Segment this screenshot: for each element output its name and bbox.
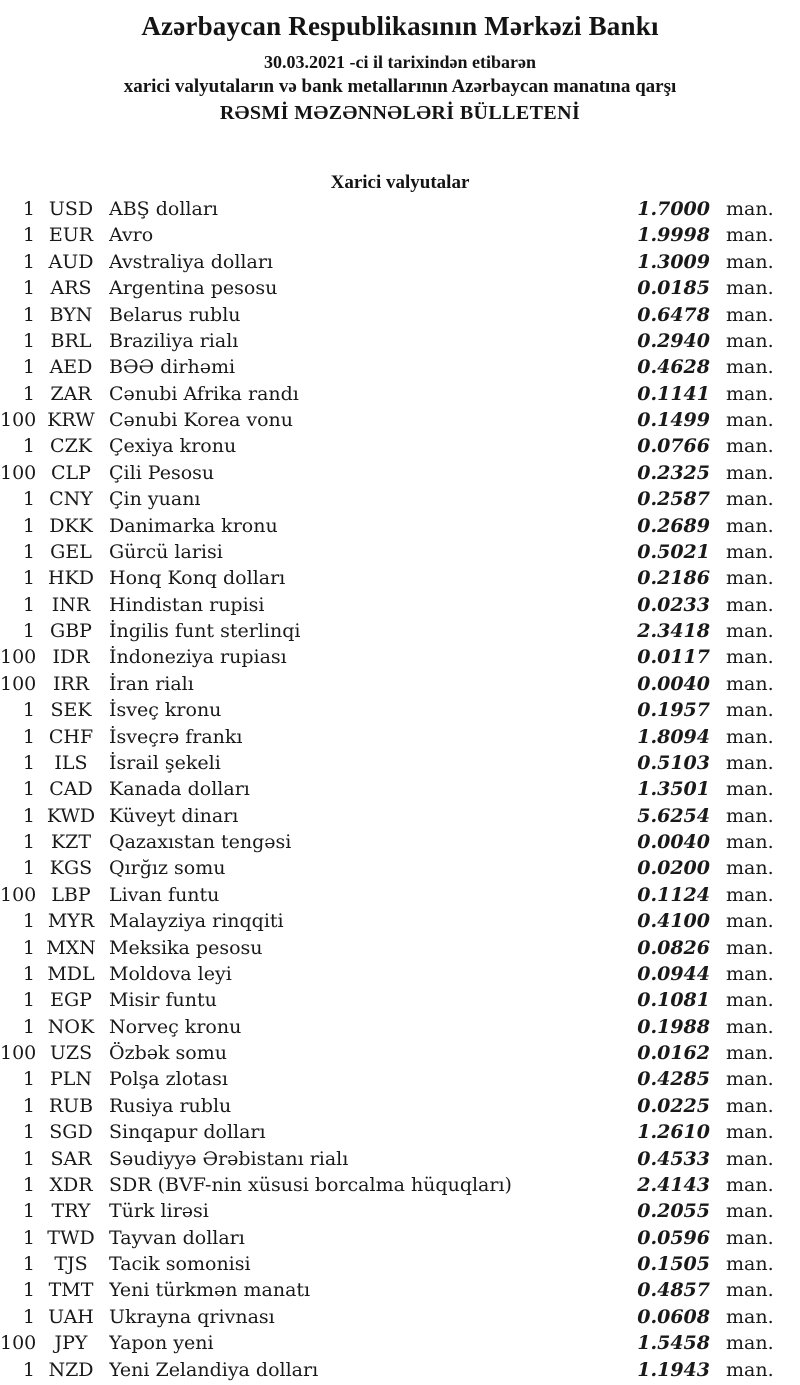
unit-label: man. (726, 989, 774, 1012)
unit-label: man. (726, 883, 774, 906)
currency-code: BRL (50, 329, 92, 352)
quantity: 100 (0, 883, 37, 906)
rate-row (0, 752, 800, 778)
quantity: 100 (0, 646, 37, 669)
rate-value: 0.2689 (637, 514, 710, 537)
rate-value: 0.0944 (637, 962, 710, 985)
currency-name: İsveçrə frankı (109, 725, 243, 748)
currency-code: JPY (54, 1332, 88, 1355)
rate-value: 1.2610 (637, 1121, 710, 1144)
unit-label: man. (726, 1200, 774, 1223)
rate-row (0, 857, 800, 883)
quantity: 1 (22, 751, 35, 774)
section-title-foreign-currencies: Xarici valyutalar (330, 172, 470, 193)
quantity: 1 (22, 962, 35, 985)
currency-code: MXN (46, 936, 96, 959)
currency-code: TRY (51, 1200, 91, 1223)
currency-name: Yapon yeni (109, 1332, 214, 1355)
quantity: 1 (22, 488, 35, 511)
currency-name: Gürcü larisi (109, 540, 223, 563)
quantity: 1 (22, 198, 35, 220)
rate-row (0, 1148, 800, 1174)
rate-value: 0.0162 (637, 1042, 710, 1064)
quantity: 1 (22, 382, 35, 405)
quantity: 1 (22, 620, 35, 642)
rate-value: 0.2186 (637, 567, 710, 590)
currency-code: TJS (54, 1253, 88, 1275)
rate-row (0, 963, 800, 989)
rate-value: 1.9998 (637, 224, 710, 247)
quantity: 1 (22, 1173, 35, 1196)
rate-row (0, 251, 800, 277)
quantity: 1 (22, 725, 35, 748)
currency-name: Çili Pesosu (109, 461, 215, 484)
rate-row (0, 805, 800, 831)
rate-value: 0.1957 (637, 699, 710, 722)
rate-row (0, 304, 800, 330)
quantity: 1 (22, 989, 35, 1012)
rate-row (0, 198, 800, 224)
rate-row (0, 699, 800, 725)
rate-row (0, 831, 800, 857)
rate-value: 0.2940 (637, 329, 710, 352)
quantity: 1 (22, 910, 35, 933)
currency-name: Honq Konq dolları (109, 567, 286, 590)
currency-code: NOK (47, 1015, 95, 1038)
currency-code: DKK (49, 514, 93, 537)
unit-label: man. (726, 936, 774, 959)
rate-value: 1.5458 (637, 1332, 710, 1355)
rate-row (0, 1016, 800, 1042)
unit-label: man. (726, 804, 774, 827)
currency-code: GBP (50, 620, 92, 642)
quantity: 1 (22, 356, 35, 379)
rate-value: 1.7000 (637, 198, 710, 220)
currency-name: Kanada dolları (109, 778, 250, 801)
rate-row (0, 726, 800, 752)
rate-row (0, 646, 800, 672)
unit-label: man. (726, 857, 774, 880)
currency-code: AUD (48, 250, 94, 273)
rate-row (0, 620, 800, 646)
currency-name: Tayvan dolları (109, 1226, 245, 1249)
rate-value: 0.2587 (637, 488, 710, 511)
currency-name: Ukrayna qrivnası (109, 1305, 275, 1328)
quantity: 1 (22, 303, 35, 326)
currency-name: Yeni türkmən manatı (109, 1279, 311, 1302)
quantity: 1 (22, 1121, 35, 1144)
rate-value: 0.0185 (637, 277, 710, 300)
unit-label: man. (726, 1147, 774, 1170)
rate-row (0, 1200, 800, 1226)
currency-name: SDR (BVF-nin xüsusi borcalma hüquqları) (109, 1173, 512, 1196)
quantity: 100 (0, 1042, 37, 1064)
rate-row (0, 1253, 800, 1279)
currency-code: CHF (48, 725, 94, 748)
unit-label: man. (726, 1358, 774, 1381)
currency-name: İndoneziya rupiası (109, 646, 287, 669)
unit-label: man. (726, 356, 774, 379)
currency-code: CZK (50, 435, 92, 458)
currency-name: BƏƏ dirhəmi (109, 356, 236, 379)
quantity: 1 (22, 1068, 35, 1091)
rate-value: 0.0233 (637, 593, 710, 616)
rate-value: 0.1141 (637, 382, 710, 405)
currency-name: Meksika pesosu (109, 936, 263, 959)
quantity: 1 (22, 831, 35, 853)
currency-code: MYR (47, 910, 95, 933)
quantity: 1 (22, 1279, 35, 1302)
rate-value: 1.8094 (637, 725, 710, 748)
currency-name: ABŞ dolları (109, 198, 218, 220)
unit-label: man. (726, 488, 774, 511)
currency-name: Yeni Zelandiya dolları (109, 1358, 319, 1381)
currency-name: Sinqapur dolları (109, 1121, 266, 1144)
unit-label: man. (726, 1253, 774, 1275)
currency-name: Norveç kronu (109, 1015, 242, 1038)
currency-name: Avro (109, 224, 154, 247)
rate-value: 0.0225 (637, 1094, 710, 1117)
currency-code: CLP (51, 461, 91, 484)
currency-code: SGD (49, 1121, 93, 1144)
currency-code: KRW (47, 409, 95, 431)
rate-row (0, 277, 800, 303)
currency-code: NZD (48, 1358, 94, 1381)
currency-code: PLN (49, 1068, 93, 1091)
quantity: 1 (22, 329, 35, 352)
currency-code: MDL (47, 962, 95, 985)
currency-name: Çin yuanı (109, 488, 201, 511)
bulletin-title: RƏSMİ MƏZƏNNƏLƏRİ BÜLLETENİ (219, 102, 581, 124)
unit-label: man. (726, 699, 774, 722)
currency-code: GEL (50, 540, 92, 563)
currency-code: USD (48, 198, 94, 220)
rate-value: 0.0040 (637, 831, 710, 853)
rate-value: 0.5103 (637, 751, 710, 774)
unit-label: man. (726, 409, 774, 431)
currency-code: CNY (49, 488, 93, 511)
currency-name: Misir funtu (109, 989, 217, 1012)
rate-row (0, 1306, 800, 1332)
currency-name: Küveyt dinarı (109, 804, 239, 827)
currency-name: İngilis funt sterlinqi (109, 620, 301, 642)
currency-code: RUB (48, 1094, 94, 1117)
currency-name: Livan funtu (109, 883, 220, 906)
bank-title: Azərbaycan Respublikasının Mərkəzi Bankı (141, 11, 659, 41)
quantity: 1 (22, 435, 35, 458)
rate-value: 0.0117 (637, 646, 710, 669)
currency-code: ILS (54, 751, 88, 774)
currency-name: İran rialı (109, 672, 194, 695)
currency-name: Rusiya rublu (109, 1094, 232, 1117)
currency-code: XDR (49, 1173, 93, 1196)
rate-row (0, 541, 800, 567)
quantity: 1 (22, 936, 35, 959)
unit-label: man. (726, 646, 774, 669)
rate-value: 0.1124 (637, 883, 710, 906)
unit-label: man. (726, 567, 774, 590)
rate-value: 0.4100 (637, 910, 710, 933)
currency-code: UAH (48, 1305, 94, 1328)
quantity: 100 (0, 1332, 37, 1355)
rate-value: 0.2055 (637, 1200, 710, 1223)
rate-value: 2.4143 (637, 1173, 710, 1196)
currency-name: Çexiya kronu (109, 435, 237, 458)
rate-row (0, 383, 800, 409)
rate-row (0, 673, 800, 699)
rate-value: 0.4533 (637, 1147, 710, 1170)
currency-name: Belarus rublu (109, 303, 241, 326)
rate-value: 1.3009 (637, 250, 710, 273)
unit-label: man. (726, 1173, 774, 1196)
quantity: 1 (22, 1253, 35, 1275)
unit-label: man. (726, 910, 774, 933)
currency-code: EUR (48, 224, 94, 247)
quantity: 1 (22, 250, 35, 273)
quantity: 1 (22, 567, 35, 590)
quantity: 1 (22, 1358, 35, 1381)
rate-row (0, 435, 800, 461)
rate-value: 0.6478 (637, 303, 710, 326)
rate-row (0, 937, 800, 963)
quantity: 1 (22, 857, 35, 880)
rate-row (0, 594, 800, 620)
rate-value: 0.1081 (637, 989, 710, 1012)
currency-code: HKD (48, 567, 94, 590)
currency-code: INR (51, 593, 91, 616)
rate-value: 0.4857 (637, 1279, 710, 1302)
rate-row (0, 1068, 800, 1094)
unit-label: man. (726, 303, 774, 326)
rate-value: 0.0200 (637, 857, 710, 880)
quantity: 1 (22, 514, 35, 537)
currency-code: ARS (50, 277, 92, 300)
rate-row (0, 1359, 800, 1385)
rate-row (0, 1095, 800, 1121)
rates-table (0, 198, 800, 1385)
rate-row (0, 224, 800, 250)
quantity: 1 (22, 1147, 35, 1170)
rate-value: 0.0766 (637, 435, 710, 458)
quantity: 1 (22, 1200, 35, 1223)
currency-code: TWD (47, 1226, 95, 1249)
rate-value: 0.1499 (637, 409, 710, 431)
unit-label: man. (726, 1015, 774, 1038)
unit-label: man. (726, 1332, 774, 1355)
currency-name: Malayziya rinqqiti (109, 910, 284, 933)
unit-label: man. (726, 620, 774, 642)
unit-label: man. (726, 1226, 774, 1249)
currency-name: Hindistan rupisi (109, 593, 265, 616)
currency-code: UZS (49, 1042, 93, 1064)
currency-name: Səudiyyə Ərəbistanı rialı (109, 1147, 349, 1170)
rate-value: 0.1505 (637, 1253, 710, 1275)
currency-name: Polşa zlotası (109, 1068, 228, 1091)
unit-label: man. (726, 1121, 774, 1144)
unit-label: man. (726, 250, 774, 273)
currency-name: Tacik somonisi (109, 1253, 251, 1275)
currency-code: IRR (52, 672, 90, 695)
quantity: 1 (22, 1015, 35, 1038)
currency-code: SAR (50, 1147, 92, 1170)
unit-label: man. (726, 725, 774, 748)
rate-row (0, 910, 800, 936)
quantity: 100 (0, 672, 37, 695)
quantity: 1 (22, 1305, 35, 1328)
quantity: 1 (22, 277, 35, 300)
rate-row (0, 488, 800, 514)
rate-row (0, 330, 800, 356)
rate-row (0, 1332, 800, 1358)
currency-name: Avstraliya dolları (109, 250, 273, 273)
unit-label: man. (726, 831, 774, 853)
quantity: 1 (22, 224, 35, 247)
rate-value: 0.1988 (637, 1015, 710, 1038)
currency-name: Cənubi Afrika randı (109, 382, 299, 405)
unit-label: man. (726, 593, 774, 616)
rate-value: 0.4285 (637, 1068, 710, 1091)
rate-row (0, 356, 800, 382)
currency-name: Özbək somu (109, 1042, 227, 1064)
currency-name: Braziliya rialı (109, 329, 239, 352)
unit-label: man. (726, 962, 774, 985)
rate-row (0, 1121, 800, 1147)
rate-value: 0.0608 (637, 1305, 710, 1328)
quantity: 1 (22, 1226, 35, 1249)
subject-line: xarici valyutaların və bank metallarının Azərbaycan manatına qarşı (123, 76, 677, 97)
currency-name: Qazaxıstan tengəsi (109, 831, 292, 853)
unit-label: man. (726, 1094, 774, 1117)
unit-label: man. (726, 751, 774, 774)
quantity: 1 (22, 593, 35, 616)
currency-name: Moldova leyi (109, 962, 232, 985)
rate-value: 5.6254 (637, 804, 710, 827)
currency-name: İsveç kronu (109, 699, 222, 722)
rate-row (0, 1279, 800, 1305)
rate-row (0, 515, 800, 541)
currency-name: Argentina pesosu (109, 277, 278, 300)
currency-name: Qırğız somu (109, 857, 226, 880)
unit-label: man. (726, 540, 774, 563)
unit-label: man. (726, 1279, 774, 1302)
quantity: 100 (0, 461, 37, 484)
currency-code: BYN (49, 303, 93, 326)
rate-value: 0.0040 (637, 672, 710, 695)
unit-label: man. (726, 435, 774, 458)
unit-label: man. (726, 224, 774, 247)
currency-code: KGS (49, 857, 93, 880)
unit-label: man. (726, 277, 774, 300)
rate-value: 0.5021 (637, 540, 710, 563)
currency-code: KWD (46, 804, 96, 827)
rate-value: 1.3501 (637, 778, 710, 801)
quantity: 1 (22, 778, 35, 801)
rate-value: 0.0596 (637, 1226, 710, 1249)
rate-row (0, 778, 800, 804)
rate-row (0, 567, 800, 593)
currency-code: SEK (50, 699, 92, 722)
rate-row (0, 884, 800, 910)
unit-label: man. (726, 514, 774, 537)
unit-label: man. (726, 778, 774, 801)
unit-label: man. (726, 1042, 774, 1064)
currency-code: TMT (48, 1279, 94, 1302)
currency-code: AED (49, 356, 93, 379)
currency-code: ZAR (50, 382, 92, 405)
unit-label: man. (726, 329, 774, 352)
rate-row (0, 1174, 800, 1200)
currency-name: Danimarka kronu (109, 514, 278, 537)
rate-value: 0.4628 (637, 356, 710, 379)
currency-code: CAD (49, 778, 93, 801)
currency-name: İsrail şekeli (109, 751, 221, 774)
quantity: 1 (22, 699, 35, 722)
rate-value: 0.2325 (637, 461, 710, 484)
quantity: 1 (22, 804, 35, 827)
unit-label: man. (726, 1305, 774, 1328)
rate-value: 2.3418 (637, 620, 710, 642)
currency-code: EGP (50, 989, 92, 1012)
rate-row (0, 462, 800, 488)
quantity: 100 (0, 409, 37, 431)
unit-label: man. (726, 672, 774, 695)
unit-label: man. (726, 382, 774, 405)
document-header (0, 8, 800, 126)
currency-code: IDR (52, 646, 90, 669)
rate-value: 1.1943 (637, 1358, 710, 1381)
rate-row (0, 1042, 800, 1068)
quantity: 1 (22, 540, 35, 563)
currency-code: KZT (50, 831, 92, 853)
quantity: 1 (22, 1094, 35, 1117)
currency-name: Türk lirəsi (109, 1200, 209, 1223)
rate-row (0, 409, 800, 435)
effective-date-line: 30.03.2021 -ci il tarixindən etibarən (264, 52, 536, 72)
unit-label: man. (726, 198, 774, 220)
rate-row (0, 989, 800, 1015)
unit-label: man. (726, 1068, 774, 1091)
rate-value: 0.0826 (637, 936, 710, 959)
currency-name: Cənubi Korea vonu (109, 409, 293, 431)
unit-label: man. (726, 461, 774, 484)
currency-code: LBP (51, 883, 91, 906)
rate-row (0, 1227, 800, 1253)
